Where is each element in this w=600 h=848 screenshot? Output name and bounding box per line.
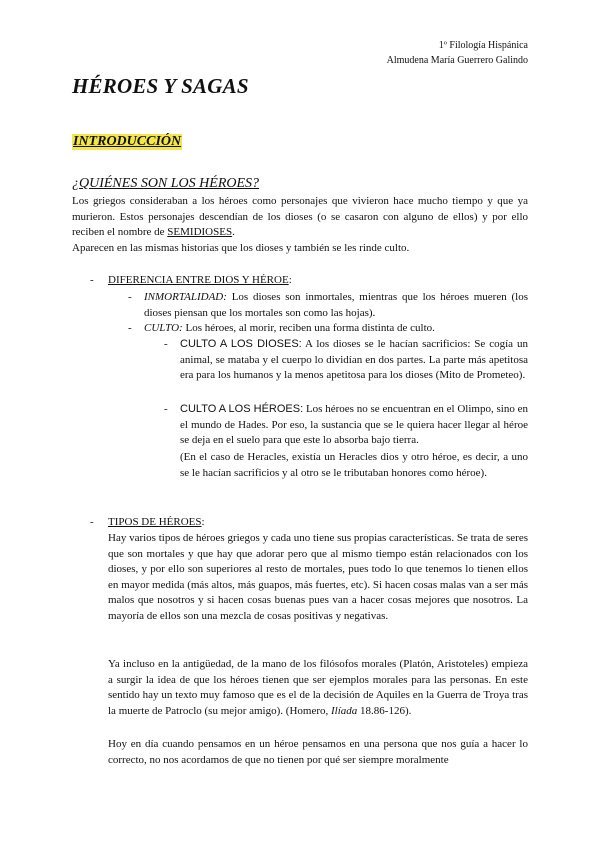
diferencia-label: DIFERENCIA ENTRE DIOS Y HÉROE xyxy=(108,274,289,286)
work-title: Ilíada xyxy=(331,704,358,717)
item-text: Los dioses son inmortales, mientras que los héroes mueren (los dioses piensan que los mortales son como las hojas). xyxy=(144,291,528,319)
list-bullet: - xyxy=(164,403,168,415)
item-text: Los héroes, al morir, reciben una forma distinta de culto. xyxy=(182,322,435,334)
label-colon: : xyxy=(201,516,205,528)
list-bullet: - xyxy=(164,338,168,350)
paragraph-text: Ya incluso en la antigüedad, de la mano de los filósofos morales (Platón, Aristoteles) empieza a surgir la idea de que los héroes tienen que ser ejemplos morales para las personas. En este sentido hay un texto muy famoso que es el de la decisión de Aquiles en la Guerra de Troya tras la muerte de Patroclo (su mejor amigo). (Homero, xyxy=(108,658,528,717)
term-semidioses: SEMIDIOSES xyxy=(167,226,233,238)
lead-culto-heroes: CULTO A LOS HÉROES: xyxy=(180,403,304,415)
header-course: 1º Filología Hispánica xyxy=(438,40,528,51)
item-text: Los héroes no se encuentran en el Olimpo, sino en el mundo de Hades. Por eso, la sustancia que se le quiera hacer llegar al héroe se deja en el suelo para que este lo absorba bajo tierra. xyxy=(180,403,528,446)
term-culto: CULTO: xyxy=(144,322,183,334)
paragraph-tipos-2 xyxy=(108,657,528,719)
list-bullet: - xyxy=(128,291,132,303)
list-item-culto-heroes xyxy=(180,402,528,449)
paragraph-text: 18.86-126). xyxy=(357,704,412,717)
document-title: HÉROES Y SAGAS xyxy=(72,74,249,98)
header-author: Almudena María Guerrero Galindo xyxy=(386,55,528,66)
paragraph-culto: Aparecen en las mismas historias que los dioses y también se les rinde culto. xyxy=(72,242,410,254)
paragraph-tipos-3: Hoy en día cuando pensamos en un héroe pensamos en una persona que nos guía a hacer lo correcto, no nos acordamos de que no tienen por qué ser siempre moralmente xyxy=(108,738,528,766)
list-item-diferencia xyxy=(108,273,528,289)
list-item-inmortalidad xyxy=(144,290,528,321)
term-inmortalidad: INMORTALIDAD: xyxy=(144,291,227,303)
lead-culto-dioses: CULTO A LOS DIOSES: xyxy=(180,338,302,350)
list-item-culto-dioses xyxy=(180,337,528,384)
tipos-label: TIPOS DE HÉROES xyxy=(108,516,202,528)
list-item-culto xyxy=(144,321,528,337)
list-bullet: - xyxy=(128,322,132,334)
list-bullet: - xyxy=(90,516,94,528)
note-heracles: (En el caso de Heracles, existía un Heracles dios y otro héroe, es decir, a uno se le hacían sacrificios y al otro se le tributaban honores como héroe). xyxy=(180,451,528,479)
paragraph-text: Los griegos consideraban a los héroes como personajes que vivieron hace mucho tiempo y que ya murieron. Estos personajes descendían de los dioses (o se casaron con alguno de ellos) y por ello reciben el nombre de xyxy=(72,195,528,238)
label-colon: : xyxy=(288,274,292,286)
item-text: A los dioses se le hacían sacrificios: Se cogía un animal, se mataba y el cuerpo lo dividían en dos partes. La parte más apetitosa era para los humanos y la menos apetitosa para los dioses (Mito de Prometeo). xyxy=(180,338,528,381)
page-header xyxy=(387,38,528,68)
section-heading-introduccion: INTRODUCCIÓN xyxy=(73,134,182,149)
list-item-tipos xyxy=(108,515,528,531)
subheading-quienes: ¿QUIÉNES SON LOS HÉROES? xyxy=(72,176,260,191)
paragraph-tipos-1: Hay varios tipos de héroes griegos y cada uno tiene sus propias características. Se trata de seres que son mortales y que hay que adorar pero que al mismo tiempo están relacionados con los dioses, y por ello son superiores al resto de mortales, pues todo lo que tenemos lo tienen ellos en mayor medida (más altos, más guapos, más fuertes, etc). Si hacen cosas malas van a ser más malos que nosotros y si hacen cosas buenas pues van a hacer cosas mejores que nosotros. La mayoría de ellos son una mezcla de cosas positivas y negativas. xyxy=(108,532,528,622)
paragraph-quienes xyxy=(72,194,528,241)
list-bullet: - xyxy=(90,274,94,286)
paragraph-punct: . xyxy=(232,226,235,238)
